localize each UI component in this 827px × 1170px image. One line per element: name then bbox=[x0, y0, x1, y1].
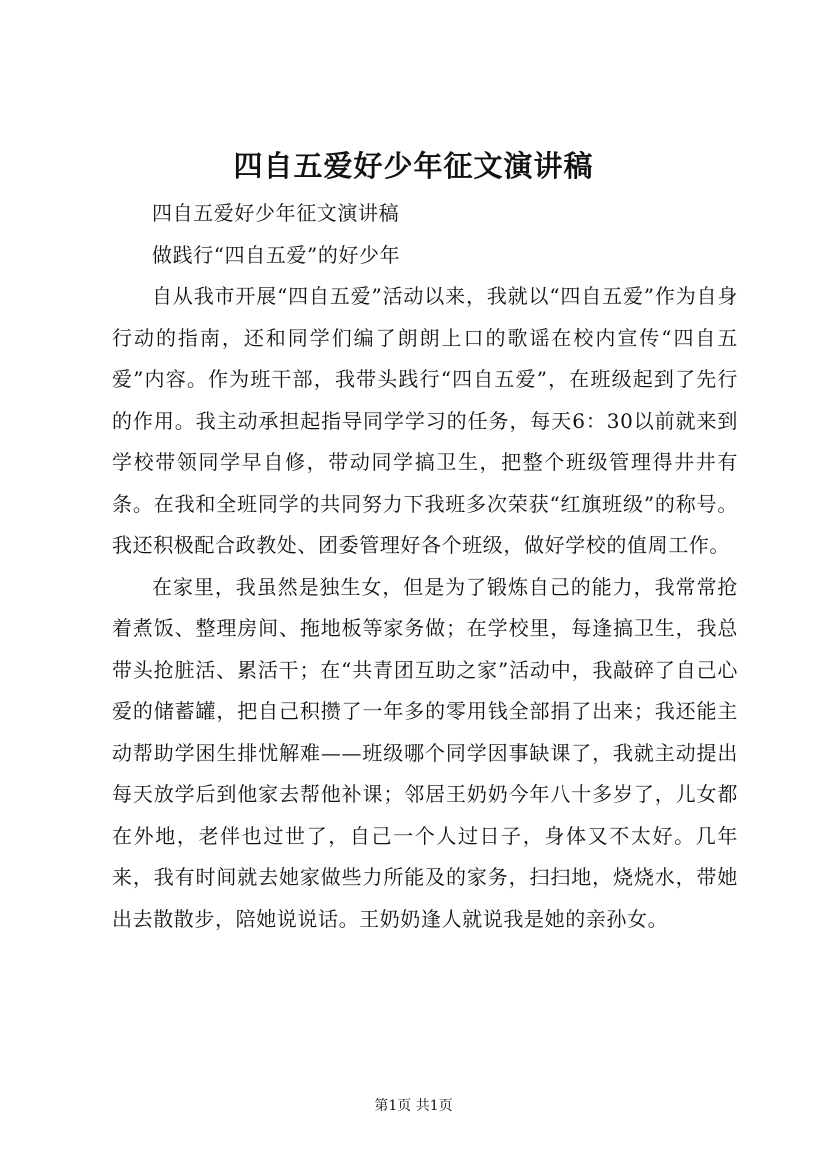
document-body bbox=[112, 193, 738, 940]
paragraph-school: 自从我市开展“四自五爱”活动以来，我就以“四自五爱”作为自身行动的指南，还和同学们编了朗朗上口的歌谣在校内宣传“四自五爱”内容。作为班干部，我带头践行“四自五爱”，在班级起到了先行的作用。我主动承担起指导同学学习的任务，每天6：30以前就来到学校带领同学早自修，带动同学搞卫生，把整个班级管理得井井有条。在我和全班同学的共同努力下我班多次荣获“红旗班级”的称号。我还积极配合政教处、团委管理好各个班级，做好学校的值周工作。 bbox=[112, 284, 738, 557]
page-footer: 第1页 共1页 bbox=[374, 1098, 453, 1114]
paragraph-subtitle: 四自五爱好少年征文演讲稿 bbox=[152, 201, 400, 225]
paragraph-home: 在家里，我虽然是独生女，但是为了锻炼自己的能力，我常常抢着煮饭、整理房间、拖地板等家务做；在学校里，每逢搞卫生，我总带头抢脏活、累活干；在“共青团互助之家”活动中，我敲碎了自己心爱的储蓄罐，把自己积攒了一年多的零用钱全部捐了出来；我还能主动帮助学困生排忧解难——班级哪个同学因事缺课了，我就主动提出每天放学后到他家去帮他补课；邻居王奶奶今年八十多岁了，儿女都在外地，老伴也过世了，自己一个人过日子，身体又不太好。几年来，我有时间就去她家做些力所能及的家务，扫扫地，烧烧水，带她出去散散步，陪她说说话。王奶奶逢人就说我是她的亲孙女。 bbox=[112, 574, 738, 931]
paragraph-heading: 做践行“四自五爱”的好少年 bbox=[152, 242, 401, 267]
document-title: 四自五爱好少年征文演讲稿 bbox=[233, 149, 594, 183]
